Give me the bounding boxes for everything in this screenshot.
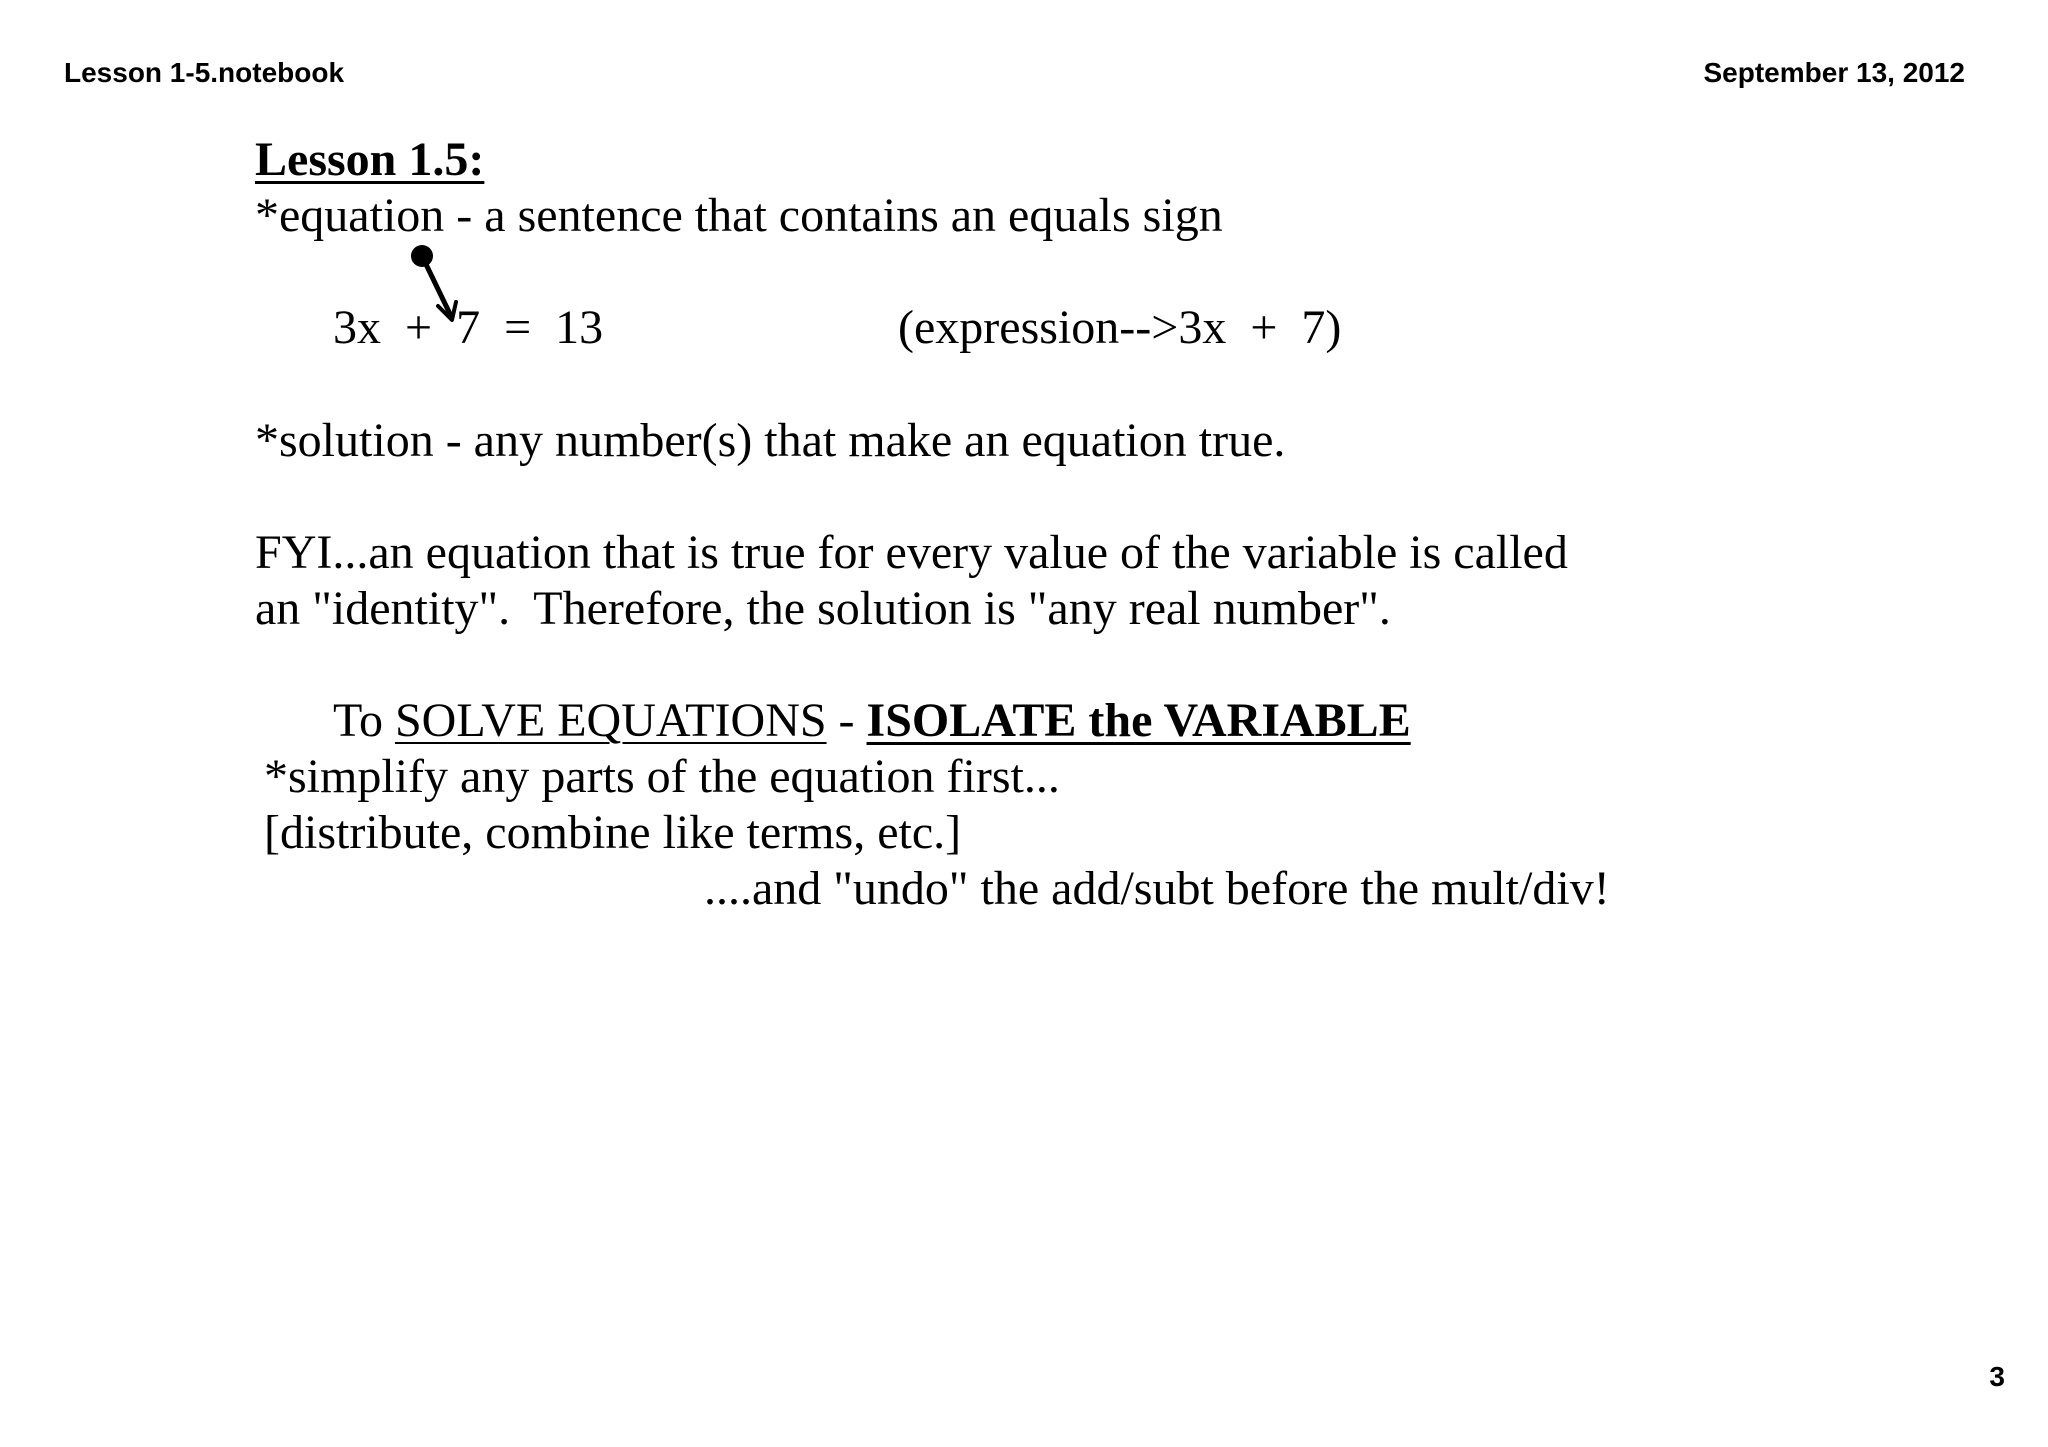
page-number: 3 <box>1989 1361 2005 1392</box>
fyi-line-1: FYI...an equation that is true for every value of the variable is called <box>255 526 1568 579</box>
example-equation: 3x + 7 = 13 <box>333 301 604 354</box>
equation-definition: *equation - a sentence that contains an equals sign <box>255 189 1223 242</box>
lesson-title: Lesson 1.5: <box>255 133 485 186</box>
step-simplify: *simplify any parts of the equation first... <box>264 750 1060 803</box>
fyi-line-2: an "identity". Therefore, the solution is "any real number". <box>255 582 1391 635</box>
solution-definition: *solution - any number(s) that make an equation true. <box>255 414 1286 467</box>
solve-prefix: To <box>333 694 395 747</box>
solve-separator: - <box>826 694 867 747</box>
step-undo: ....and "undo" the add/subt before the mult/div! <box>704 862 1610 915</box>
solve-equations-label: SOLVE EQUATIONS <box>394 694 827 747</box>
isolate-variable-label: ISOLATE the VARIABLE <box>866 694 1411 747</box>
step-distribute: [distribute, combine like terms, etc.] <box>264 806 962 859</box>
notebook-filename: Lesson 1-5.notebook <box>64 57 345 88</box>
solve-equations-heading <box>333 693 1411 749</box>
example-expression: (expression-->3x + 7) <box>898 301 1342 354</box>
page-date: September 13, 2012 <box>1703 57 1965 88</box>
